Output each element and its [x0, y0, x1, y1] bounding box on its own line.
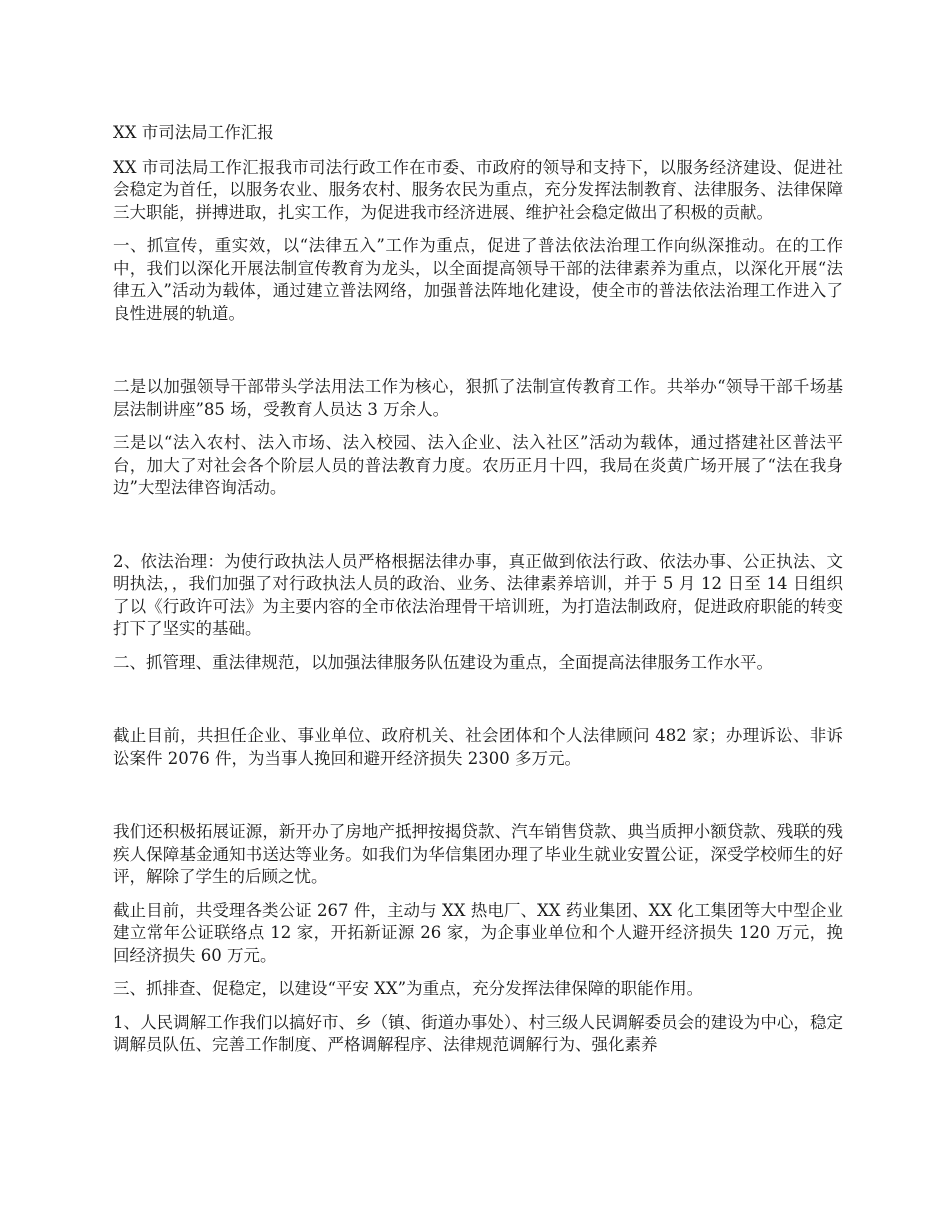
blank-gap: [113, 511, 843, 551]
paragraph-section-one: 一、抓宣传，重实效，以“法律五入”工作为重点，促进了普法依法治理工作向纵深推动。在的工作中，我们以深化开展法制宣传教育为龙头，以全面提高领导干部的法律素养为重点，以深化开展“法律五入”活动为载体，通过建立普法网络，加强普法阵地化建设，使全市的普法依法治理工作进入了良性进展的轨道。: [113, 236, 843, 323]
blank-gap: [113, 781, 843, 821]
paragraph-notary-expansion: 我们还积极拓展证源，新开办了房地产抵押按揭贷款、汽车销售贷款、典当质押小额贷款、残联的残疾人保障基金通知书送达等业务。如我们为华信集团办理了毕业生就业安置公证，深受学校师生的好评，解除了学生的后顾之忧。: [113, 822, 843, 886]
document-title: XX 市司法局工作汇报: [113, 123, 274, 142]
blank-gap: [113, 685, 843, 725]
paragraph-point-two: 二是以加强领导干部带头学法用法工作为核心，狠抓了法制宣传教育工作。共举办“领导干部千场基层法制讲座”85 场，受教育人员达 3 万余人。: [113, 377, 843, 419]
paragraph-section-two: 二、抓管理、重法律规范，以加强法律服务队伍建设为重点，全面提高法律服务工作水平。: [113, 652, 773, 672]
document-body: [113, 122, 843, 1068]
paragraph-section-three: 三、抓排查、促稳定，以建设“平安 XX”为重点，充分发挥法律保障的职能作用。: [113, 979, 704, 998]
paragraph-notary-stats: 截止目前，共受理各类公证 267 件，主动与 XX 热电厂、XX 药业集团、XX 化工集团等大中型企业建立常年公证联络点 12 家，开拓新证源 26 家，为企事业单位和个人避开经济损失 120 万元，挽回经济损失 60 万元。: [113, 900, 843, 965]
blank-gap: [113, 336, 843, 376]
paragraph-governance: 2、依法治理：为使行政执法人员严格根据法律办事，真正做到依法行政、依法办事、公正执法、文明执法，，我们加强了对行政执法人员的政治、业务、法律素养培训，并于 5 月 12 日至 14 日组织了以《行政许可法》为主要内容的全市依法治理骨干培训班，为打造法制政府，促进政府职能的转变打下了坚实的基础。: [113, 551, 843, 638]
paragraph-intro: XX 市司法局工作汇报我市司法行政工作在市委、市政府的领导和支持下，以服务经济建设、促进社会稳定为首任，以服务农业、服务农村、服务农民为重点，充分发挥法制教育、法律服务、法律保障三大职能，拼搏进取，扎实工作，为促进我市经济进展、维护社会稳定做出了积极的贡献。: [113, 157, 843, 222]
paragraph-point-three: 三是以“法入农村、法入市场、法入校园、法入企业、法入社区”活动为载体，通过搭建社区普法平台，加大了对社会各个阶层人员的普法教育力度。农历正月十四，我局在炎黄广场开展了“法在我身边”大型法律咨询活动。: [113, 433, 843, 497]
paragraph-mediation: 1、人民调解工作我们以搞好市、乡（镇、街道办事处）、村三级人民调解委员会的建设为中心，稳定调解员队伍、完善工作制度、严格调解程序、法律规范调解行为、强化素养: [113, 1012, 843, 1054]
paragraph-legal-counsel-stats: 截止目前，共担任企业、事业单位、政府机关、社会团体和个人法律顾问 482 家；办理诉讼、非诉讼案件 2076 件，为当事人挽回和避开经济损失 2300 多万元。: [113, 726, 843, 768]
